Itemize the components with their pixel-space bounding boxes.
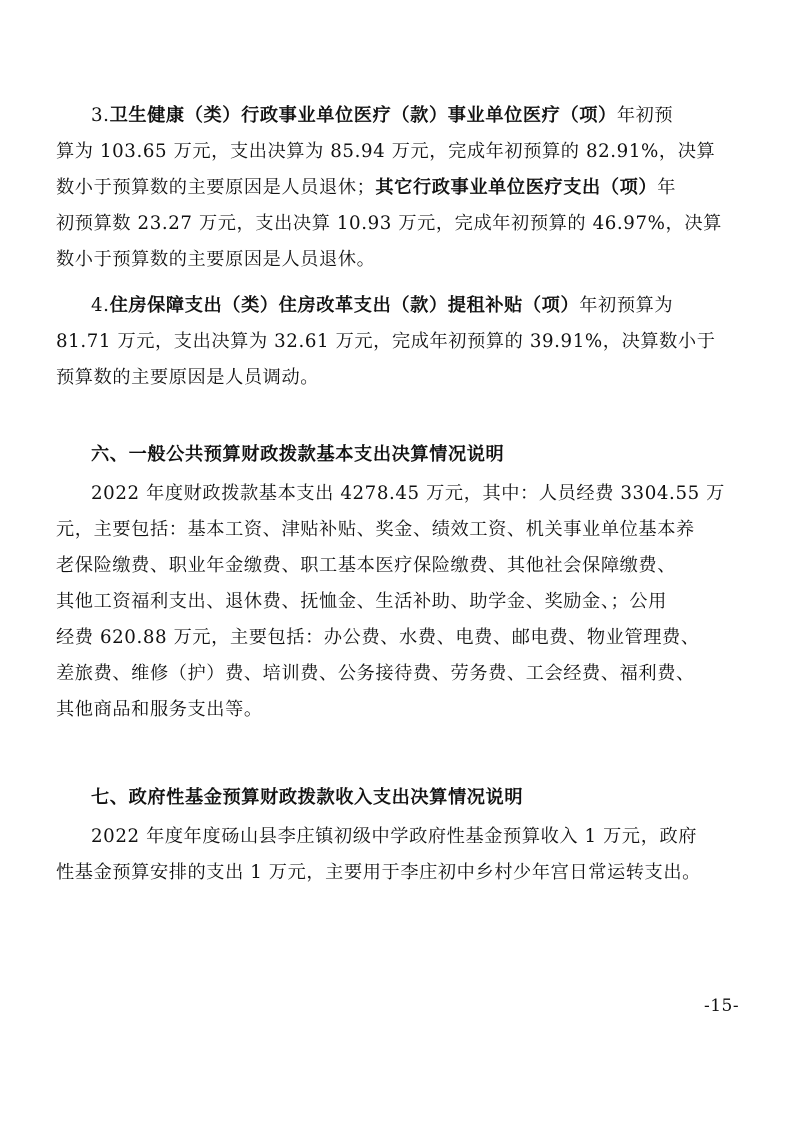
section-6-heading: 六、一般公共预算财政拨款基本支出决算情况说明 bbox=[91, 444, 505, 465]
item-3-line-3-text: 数小于预算数的主要原因是人员退休； bbox=[56, 177, 376, 198]
item-3-number: 3. bbox=[91, 105, 110, 126]
item-4-line-1 bbox=[91, 288, 673, 324]
item-3-text-1: 年初预 bbox=[616, 105, 674, 126]
section-6-line-4: 其他工资福利支出、退休费、抚恤金、生活补助、助学金、奖励金、；公用 bbox=[56, 591, 667, 612]
page-number: -15- bbox=[704, 996, 740, 1016]
section-7-line-2: 性基金预算安排的支出 1 万元，主要用于李庄初中乡村少年宫日常运转支出。 bbox=[56, 862, 701, 883]
item-4-bold-title: 住房保障支出（类）住房改革支出（款）提租补贴（项） bbox=[109, 295, 580, 316]
item-3-line-3-bold: 其它行政事业单位医疗支出（项） bbox=[375, 177, 658, 198]
item-3-bold-title: 卫生健康（类）行政事业单位医疗（款）事业单位医疗（项） bbox=[109, 105, 617, 126]
section-6-line-1: 2022 年度财政拨款基本支出 4278.45 万元，其中：人员经费 3304.55 万 bbox=[91, 483, 725, 504]
section-6-line-2: 元，主要包括：基本工资、津贴补贴、奖金、绩效工资、机关事业单位基本养 bbox=[56, 519, 695, 540]
item-3-line-1 bbox=[91, 98, 673, 134]
item-4-text-1: 年初预算为 bbox=[579, 295, 674, 316]
item-4-line-3: 预算数的主要原因是人员调动。 bbox=[56, 367, 320, 388]
section-7-heading: 七、政府性基金预算财政拨款收入支出决算情况说明 bbox=[91, 787, 524, 808]
item-3-line-5: 数小于预算数的主要原因是人员退休。 bbox=[56, 249, 376, 270]
section-6-line-6: 差旅费、维修（护）费、培训费、公务接待费、劳务费、工会经费、福利费、 bbox=[56, 663, 695, 684]
section-7-line-1: 2022 年度年度砀山县李庄镇初级中学政府性基金预算收入 1 万元，政府 bbox=[91, 826, 698, 847]
item-3-line-3-tail: 年 bbox=[657, 177, 677, 198]
section-6-line-5: 经费 620.88 万元，主要包括：办公费、水费、电费、邮电费、物业管理费、 bbox=[56, 627, 700, 648]
item-3-line-4: 初预算数 23.27 万元，支出决算 10.93 万元，完成年初预算的 46.97%，决算 bbox=[56, 213, 722, 234]
item-3-line-2: 算为 103.65 万元，支出决算为 85.94 万元，完成年初预算的 82.91%，决算 bbox=[56, 141, 716, 162]
item-4-line-2: 81.71 万元，支出决算为 32.61 万元，完成年初预算的 39.91%，决算数小于 bbox=[56, 331, 716, 352]
item-4-number: 4. bbox=[91, 295, 110, 316]
section-6-line-3: 老保险缴费、职业年金缴费、职工基本医疗保险缴费、其他社会保障缴费、 bbox=[56, 555, 676, 576]
item-3-line-3 bbox=[56, 170, 676, 206]
section-6-line-7: 其他商品和服务支出等。 bbox=[56, 699, 263, 720]
